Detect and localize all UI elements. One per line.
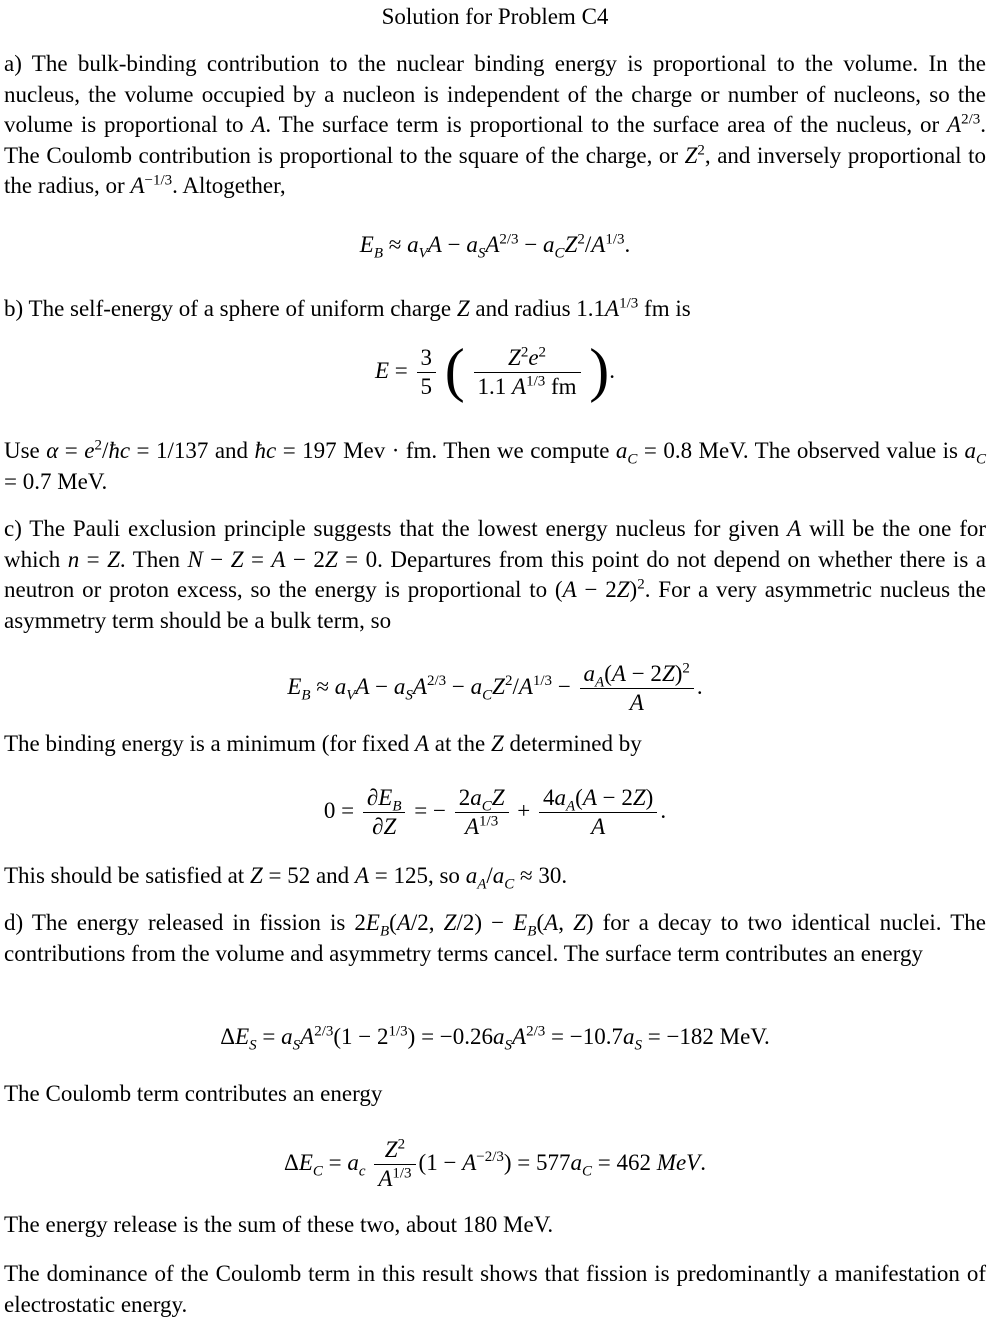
fraction-4aa: $\frac{4a_A(A - 2Z)}{A}$ [539,784,657,841]
part-c-text4: . Departures from this point do not depend on whether there is a neutron or proton excess, so the energy is proportional to [4,546,987,602]
fraction-partial: $\frac{\partial E_B}{\partial Z}$ [363,784,406,841]
part-d-text: The energy released in fission is [31,910,346,935]
part-b-text: The self-energy of a sphere of uniform charge [28,296,452,321]
part-c-min-text2: at the [434,731,486,756]
part-b-use-text: Use [4,438,40,463]
part-c-min-text: The binding energy is a minimum (for fixed [4,731,410,756]
part-d-label: d) [4,910,24,935]
part-a-text2: . The surface term is proportional to the surface area of the nucleus, or [265,112,940,137]
equation-derivative: 0 = $\frac{\partial E_B}{\partial Z}$ = − $\frac{2a_CZ}{A^{1/3}}$ + $\frac{4a_A(A - 2Z)}{A}$ . [323,785,667,839]
part-b-label: b) [4,296,24,321]
part-a-text4: , and inversely proportional to the radius, or [4,142,986,198]
part-c-minimum-text: The binding energy is a minimum (for fixed A at the Z determined by [4,731,642,756]
part-c-sat-val: ≈ 30. [520,863,568,888]
part-c-text5: . For a very asymmetric nucleus the asymmetry term should be a bulk term, so [4,577,986,633]
part-c-sat-so: , so [427,863,460,888]
part-c-min-text3: determined by [509,731,642,756]
part-b-use-and: and [214,438,249,463]
equation-coulomb: $\Delta E_C = a_c$ $\frac{Z^2}{A^{1/3}}$ $(1 - A^{-2/3}) = 577a_C = 462$ MeV. [284,1136,706,1191]
part-b-value-calc: = 0.8 MeV. [643,438,749,463]
part-d-text2: for a decay to two identical nuclei. The contributions from the volume and asymmetry terms cancel. The surface term contributes an energy [4,910,986,966]
part-a-text5: . Altogether, [172,173,286,198]
page-title: Solution for Problem C4 [381,4,609,29]
part-b-use-the: The observed value is [754,438,959,463]
fraction-asymmetry: $\frac{a_A(A - 2Z)^2}{A}$ [580,660,694,717]
equation-binding-energy-a: $E_B \approx a_VA - a_SA^{2/3} - a_CZ^2/A^{1/3}$. [359,231,631,262]
part-c-label: c) [4,516,22,541]
fraction-three-fifths: $\frac{3}{5}$ [417,344,437,401]
part-b-use-then: Then we compute [443,438,610,463]
part-c-text2: will be the one for which [4,516,987,572]
part-a-paragraph: a) The bulk-binding contribution to the nuclear binding energy is proportional to the volume. In the nucleus, the volume occupied by a nucleon is independent of the charge or number of nucleons, so the volume is proportional to A. The surface term is proportional to the surface area of the nucleus, or $A^{2/3}$. The Coulomb contribution is proportional to the square of the charge, or $Z^2$, and inversely proportional to the radius, or $A^{-1/3}$. Altogether, [4,51,987,198]
part-a-text: The bulk-binding contribution to the nuclear binding energy is proportional to the volume. In the nucleus, the volume occupied by a nucleon is independent of the charge or number of nucleons, so the volume is proportional to [4,51,986,137]
part-b-use-paragraph: Use $\alpha = e^2/ħc = 1/137$ and ħc = 197 Mev · fm. Then we compute $a_C = 0.8$ MeV. The observed value is $a_C = 0.7$ MeV. [4,437,986,494]
part-a-label: a) [4,51,22,76]
part-d-release-text: The energy release is the sum of these two, about 180 MeV. [4,1212,554,1237]
part-c-paragraph: c) The Pauli exclusion principle suggests that the lowest energy nucleus for given A will be the one for which n = Z. Then N − Z = A − 2Z = 0. Departures from this point do not depend on whether there is a neutron or proton excess, so the energy is proportional to $(A - 2Z)^2$. For a very asymmetric nucleus the asymmetry term should be a bulk term, so [4,516,987,633]
part-b-text3: fm is [644,296,691,321]
fraction-z2-a13: $\frac{Z^2}{A^{1/3}}$ [374,1136,415,1193]
conclusion-paragraph: The dominance of the Coulomb term in this result shows that fission is predominantly a manifestation of electrostatic energy. [4,1261,986,1317]
part-a-text3: . The Coulomb contribution is proportional to the square of the charge, or [4,112,987,168]
part-b-text2: and radius [475,296,571,321]
part-b-value-obs: = 0.7 MeV. [4,468,108,494]
part-c-sat-text: This should be satisfied at [4,863,245,888]
part-c-text: The Pauli exclusion principle suggests that the lowest energy nucleus for given [29,516,780,541]
part-d-paragraph: d) The energy released in fission is $2E_B(A/2$, $Z/2) - E_B(A$, Z) for a decay to two identical nuclei. The contributions from the volume and asymmetry terms cancel. The surface term contributes an energy [4,910,986,966]
part-d-coulomb-text: The Coulomb term contributes an energy [4,1081,383,1106]
part-c-satisfied-text: This should be satisfied at Z = 52 and A = 125, so $a_A/a_C \approx 30$. [4,863,568,893]
fraction-z2e2: $\frac{Z^2e^2}{1.1 A^{1/3} fm}$ [474,344,581,401]
part-c-text3: . Then [119,546,180,572]
equation-self-energy: E = $\frac{3}{5}$ ( $\frac{Z^2e^2}{1.1 A^{1/3} fm}$ ). [374,336,616,403]
equation-binding-energy-c: $E_B \approx a_VA - a_SA^{2/3} - a_CZ^2/A^{1/3}$ − $\frac{a_A(A - 2Z)^2}{A}$ . [287,660,703,715]
part-b-paragraph: b) The self-energy of a sphere of uniform charge Z and radius $1.1A^{1/3}$ fm is [4,295,691,321]
equation-surface: $\Delta E_S = a_SA^{2/3}(1 - 2^{1/3}) = -0.26a_SA^{2/3} = -10.7a_S = -182$ MeV. [220,1023,770,1054]
fraction-2acz: $\frac{2a_CZ}{A^{1/3}}$ [455,784,509,841]
part-c-sat-and: and [315,863,350,888]
